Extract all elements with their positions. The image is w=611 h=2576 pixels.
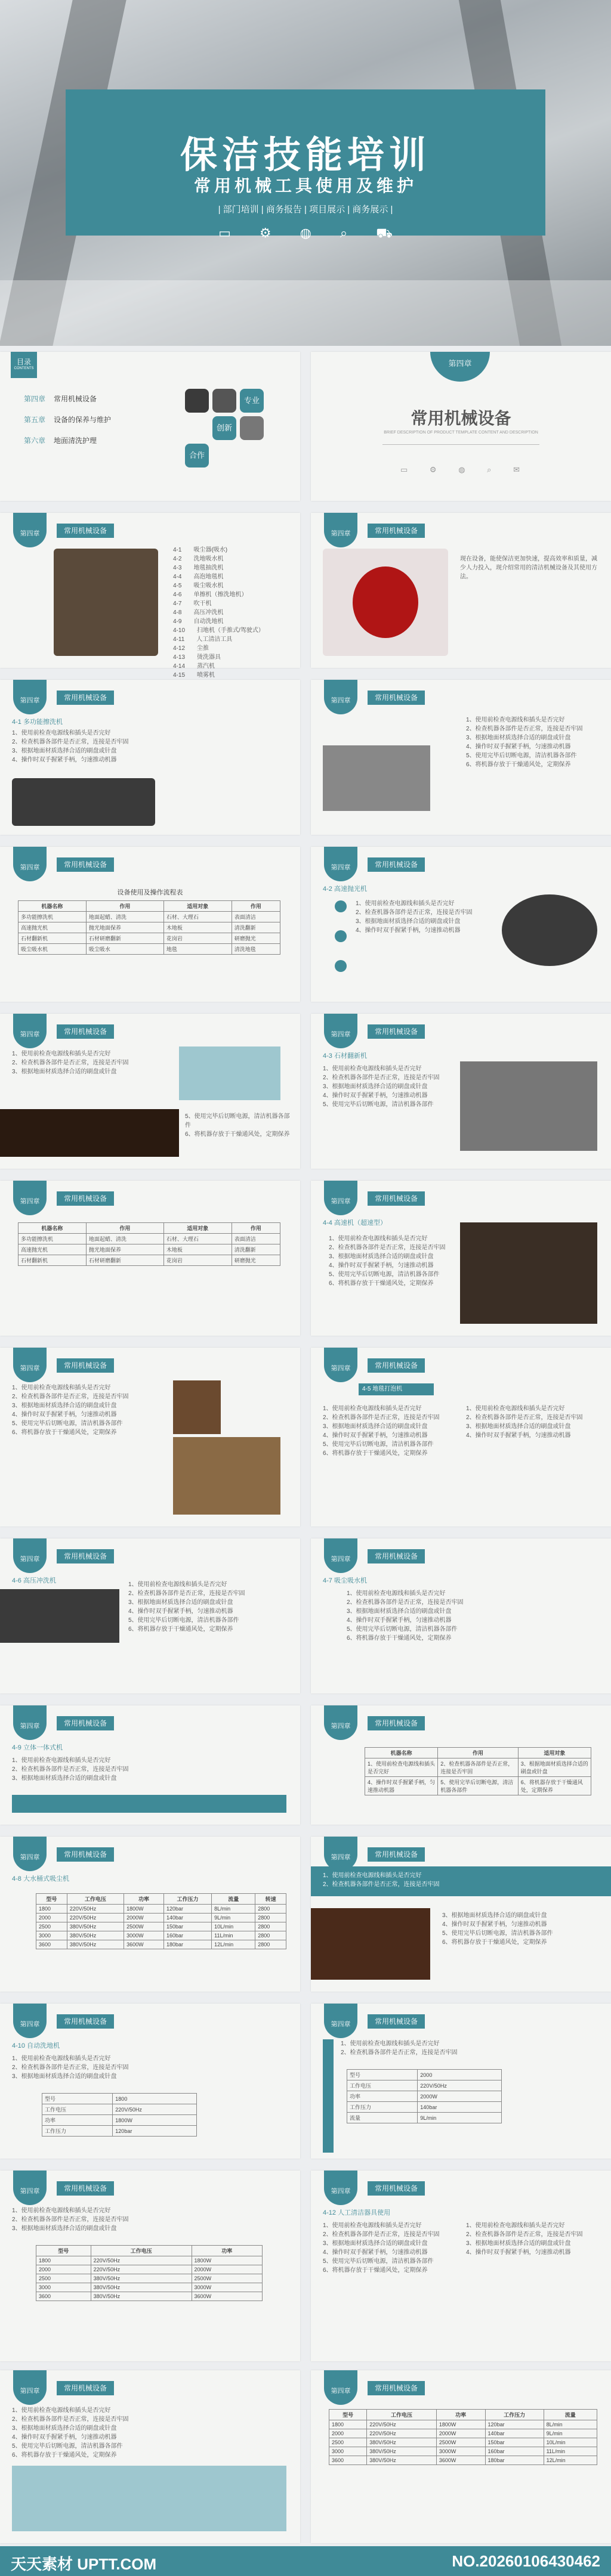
- machine-photo: [323, 745, 430, 811]
- slide-label: 常用机械设备: [368, 1549, 425, 1563]
- slide-section: [311, 1014, 611, 1169]
- toc-title: 目录: [16, 358, 31, 366]
- slide-label: 常用机械设备: [368, 524, 425, 538]
- table-row: 石材翻新机 石材研磨翻新 花岗岩 研磨抛光: [18, 933, 280, 944]
- steps-list: 3、根据地面材质选择合适的刷盘或针盘 4、操作时双手握紧手柄，匀速推动机器 5、使用完毕后切断电源，清洁机器各部件 6、将机器存放于干燥通风处，定期保养: [442, 1912, 553, 1946]
- slide-badge: 第四章: [13, 1181, 47, 1215]
- table-row: 多功能擦洗机 地面起蜡、清洗 石材、大理石 表面清洁: [18, 912, 280, 922]
- machine-photo: [0, 1589, 119, 1643]
- toc-tile: 合作: [185, 444, 209, 467]
- section-heading: 4-1 多功能擦洗机: [12, 719, 63, 726]
- slide-label: 常用机械设备: [368, 691, 425, 705]
- steps-list: 1、使用前检查电源线和插头是否完好 2、检查机器各部件是否正常，连接是否牢固 3、根据地面材质选择合适的刷盘或针盘 4、操作时双手握紧手柄，匀速推动机器: [466, 2222, 583, 2256]
- table-row: 3600 380V/50Hz 3600W 180bar 12L/min: [329, 2456, 597, 2465]
- table-row: 2500 380V/50Hz 2500W 150bar 10L/min: [329, 2438, 597, 2447]
- toc-badge: [11, 352, 37, 378]
- toc-subtitle: CONTENTS: [14, 367, 34, 370]
- steps-list: 1、使用前检查电源线和插头是否完好 2、检查机器各部件是否正常，连接是否牢固: [323, 1872, 440, 1888]
- slide-badge: 第四章: [324, 2370, 357, 2405]
- slide-section: [0, 1014, 300, 1169]
- steps-list: 1、使用前检查电源线和插头是否完好 2、检查机器各部件是否正常，连接是否牢固 3、根据地面材质选择合适的刷盘或针盘: [12, 1051, 129, 1075]
- section-heading: 4-10 自动洗地机: [12, 2042, 60, 2049]
- watermark-footer: [0, 2546, 611, 2576]
- cover-title-band: [66, 89, 545, 240]
- section-heading: 4-9 立体一体式机: [12, 1744, 63, 1751]
- table-row: 型号 2000: [347, 2070, 502, 2080]
- slide-label: 常用机械设备: [368, 1358, 425, 1373]
- slide-section: [311, 2171, 611, 2361]
- slide-section: [0, 2004, 300, 2159]
- steps-list: 1、使用前检查电源线和插头是否完好 2、检查机器各部件是否正常，连接是否牢固 3、根据地面材质选择合适的刷盘或针盘: [12, 2207, 129, 2232]
- table-row: 1800 220V/50Hz 1800W 120bar 8L/min: [329, 2420, 597, 2429]
- toc-photo: [185, 389, 209, 413]
- chapter-slide: [311, 352, 611, 501]
- table-row: 工作压力 120bar: [42, 2126, 197, 2137]
- toc-list: [24, 394, 173, 445]
- globe-icon: ◍: [458, 465, 465, 474]
- section-heading: 4-12 人工清洁器具使用: [323, 2209, 391, 2216]
- table-row: 4、操作时双手握紧手柄，匀速推动机器 5、使用完毕后切断电源，清洁机器各部件 6、将机器存放于干燥通风处，定期保养: [365, 1777, 591, 1795]
- side-band: [323, 2039, 334, 2153]
- section-heading: 4-2 高速抛光机: [323, 886, 367, 893]
- process-table: 机器名称 作用 适用对象 1、使用前检查电源线和插头是否完好 2、检查机器各部件是否正常，连接是否牢固 3、根据地面材质选择合适的刷盘或针盘 4、操作时双手握紧手柄，匀速推动机器 5、使用完毕后切断电源，清洁机器各部件 6、将机器存放于干燥通风处，定期保养: [365, 1747, 591, 1795]
- table-row: 高速抛光机 抛光地面保养 木地板 清洗翻新: [18, 1244, 280, 1255]
- table-row: 3000 380V/50Hz 3000W 160bar 11L/min 2800: [36, 1931, 286, 1940]
- steps-list: 1、使用前检查电源线和插头是否完好 2、检查机器各部件是否正常，连接是否牢固: [341, 2041, 458, 2056]
- table-row: 吸尘吸水机 吸尘吸水 地毯 清洗地毯: [18, 944, 280, 955]
- slide-section: [0, 1705, 300, 1825]
- slide-section: [311, 1348, 611, 1527]
- slide-badge: 第四章: [13, 2171, 47, 2205]
- lamp-photo: [460, 1222, 597, 1324]
- chapter-title: 常用机械设备: [411, 409, 511, 428]
- section-heading: 4-8 大水桶式吸尘机: [12, 1875, 69, 1883]
- slide-label: 常用机械设备: [57, 2381, 114, 2395]
- slide-section: [311, 1837, 611, 1992]
- process-table: [347, 2069, 502, 2123]
- chapter-badge: 第四章: [430, 352, 490, 382]
- table-row: 2500 380V/50Hz 2500W 150bar 10L/min 2800: [36, 1922, 286, 1931]
- table-row: 流量 9L/min: [347, 2113, 502, 2123]
- table-row: 工作电压 220V/50Hz: [42, 2104, 197, 2115]
- table-row: 3000 380V/50Hz 3000W: [36, 2283, 263, 2292]
- table-row: 工作压力 140bar: [347, 2102, 502, 2113]
- spec-table: 型号 工作电压 功率 工作压力 流量 1800 220V/50Hz 1800W 120bar 8L/min 2000 220V/50Hz 2000W 140bar 9L/min 2500 380V/50Hz 2500W 150bar 10L/min 3000 380V/50Hz 3000W 160bar 11L/min 3600 380V/50Hz 3600W 180bar 12L/min: [329, 2409, 597, 2465]
- slide-badge: 第四章: [13, 513, 47, 547]
- slide-section: [311, 1705, 611, 1825]
- slide-label: 常用机械设备: [57, 1549, 114, 1563]
- slide-spec: [311, 2370, 611, 2543]
- slide-section: [0, 2370, 300, 2543]
- cover-tags: | 部门培训 | 商务报告 | 项目展示 | 商务展示 |: [218, 205, 393, 215]
- slide-badge: 第四章: [324, 2004, 357, 2038]
- slide-badge: 第四章: [13, 1538, 47, 1573]
- table-row: 1、使用前检查电源线和插头是否完好 2、检查机器各部件是否正常，连接是否牢固 3、根据地面材质选择合适的刷盘或针盘: [365, 1758, 591, 1777]
- cover-title: 保洁技能培训: [180, 135, 431, 176]
- machine-photo: [460, 1061, 597, 1151]
- table-row: 1800 220V/50Hz 1800W 120bar 8L/min 2800: [36, 1905, 286, 1914]
- slide-label: 常用机械设备: [57, 524, 114, 538]
- monitor-icon: ▭: [218, 225, 231, 240]
- bullet-dot: [335, 960, 347, 972]
- table-row: 1800 220V/50Hz 1800W: [36, 2256, 263, 2265]
- slide-badge: 第四章: [324, 1348, 357, 1382]
- process-table: [42, 2093, 197, 2137]
- machine-photo: [12, 778, 155, 826]
- steps-list: 1、使用前检查电源线和插头是否完好 2、检查机器各部件是否正常，连接是否牢固 3、根据地面材质选择合适的刷盘或针盘 4、操作时双手握紧手柄，匀速推动机器 5、使用完毕后切断电源，清洁机器各部件 6、将机器存放于干燥通风处，定期保养: [128, 1581, 245, 1633]
- slide-label: 常用机械设备: [368, 1847, 425, 1862]
- slide-label: 常用机械设备: [368, 2014, 425, 2029]
- slide-table: [0, 1181, 300, 1336]
- slide-badge: 第四章: [324, 1538, 357, 1573]
- photo: [173, 1380, 221, 1434]
- slide-badge: 第四章: [13, 1837, 47, 1871]
- cover-subtitle: 常用机械工具使用及维护: [193, 177, 417, 195]
- corridor-photo: [54, 549, 158, 656]
- table-row: 石材翻新机 石材研磨翻新 花岗岩 研磨抛光: [18, 1255, 280, 1266]
- gear-icon: ⚙: [259, 225, 271, 240]
- slide-label: 常用机械设备: [57, 691, 114, 705]
- slide-badge: 第四章: [324, 1181, 357, 1215]
- info-block: [179, 1046, 280, 1100]
- equipment-list: 4-1 吸尘器(吸水) 4-2 洗地吸水机 4-3 地毯抽洗机 4-4 高泡地毯机 4-5 吸尘吸水机 4-6 单擦机（擦洗地机） 4-7 吹干机 4-8 高压冲洗机 4-9 自动洗地机 4-10 扫地机（手推式/驾驶式） 4-11 人工清洁工具 4-12 尘推 4-13 烫洗器具 4-14 蒸汽机 4-15 喷雾机: [173, 547, 264, 679]
- slide-badge: 第四章: [324, 847, 357, 881]
- slide-section: [0, 1538, 300, 1693]
- slide-label: 常用机械设备: [57, 2181, 114, 2196]
- gear-icon: ⚙: [429, 465, 437, 474]
- slide-badge: 第四章: [13, 2370, 47, 2405]
- slide-section: [311, 1181, 611, 1336]
- footer-left: 天天素材 UPTT.COM: [11, 2555, 157, 2573]
- table-row: 多功能擦洗机 地面起蜡、清洗 石材、大理石 表面清洁: [18, 1234, 280, 1244]
- machine-photo: [311, 1908, 430, 1980]
- slide-label: 常用机械设备: [368, 1024, 425, 1039]
- steps-list: 5、使用完毕后切断电源，清洁机器各部件 6、将机器存放于干燥通风处，定期保养: [185, 1113, 290, 1138]
- slide-label: 常用机械设备: [368, 1191, 425, 1206]
- slide-label: 常用机械设备: [57, 1847, 114, 1862]
- slide-badge: 第四章: [13, 847, 47, 881]
- slide-spec: [0, 1837, 300, 1992]
- toc-tile: 专业: [240, 389, 264, 413]
- search-icon: ⌕: [340, 225, 348, 240]
- spec-table: 型号 工作电压 功率 工作压力 流量 转速 1800 220V/50Hz 1800W 120bar 8L/min 2800 2000 220V/50Hz 2000W 140bar 9L/min 2800 2500 380V/50Hz 2500W 150bar 10L/min 2800 3000 380V/50Hz 3000W 160bar 11L/min 2800 3600 380V/50Hz 3600W 180bar 12L/min 2800: [36, 1893, 286, 1949]
- slide-table: [0, 847, 300, 1002]
- steps-list: 1、使用前检查电源线和插头是否完好 2、检查机器各部件是否正常，连接是否牢固 3、根据地面材质选择合适的刷盘或针盘 4、操作时双手握紧手柄，匀速推动机器 5、使用完毕后切断电源，清洁机器各部件 6、将机器存放于干燥通风处，定期保养: [323, 1405, 440, 1457]
- steps-list: 1、使用前检查电源线和插头是否完好 2、检查机器各部件是否正常，连接是否牢固 3、根据地面材质选择合适的刷盘或针盘 4、操作时双手握紧手柄，匀速推动机器: [12, 730, 129, 763]
- slide-label: 常用机械设备: [368, 1716, 425, 1730]
- steps-list: 1、使用前检查电源线和插头是否完好 2、检查机器各部件是否正常，连接是否牢固 3、根据地面材质选择合适的刷盘或针盘 4、操作时双手握紧手柄，匀速推动机器: [466, 1405, 583, 1439]
- table-row: 工作电压 220V/50Hz: [347, 2080, 502, 2091]
- bullet-dot: [335, 900, 347, 912]
- intro-text: 现在设备，能使保洁更加快速，提高效率和质量，减少人力投入，现介绍常用的清洁机械设备及其使用方法。: [460, 556, 597, 580]
- slide-label: 常用机械设备: [57, 1024, 114, 1039]
- slide-badge: 第四章: [13, 1348, 47, 1382]
- divider: [382, 444, 539, 445]
- table-row: 3000 380V/50Hz 3000W 160bar 11L/min: [329, 2447, 597, 2456]
- slide-section: [0, 2171, 300, 2361]
- toc-item[interactable]: 第五章 设备的保养与维护: [24, 416, 112, 424]
- toc-item[interactable]: 第四章 常用机械设备: [24, 395, 97, 403]
- section-heading: 4-5 地毯打泡机: [359, 1383, 434, 1395]
- toc-item[interactable]: 第六章 地面清洗护理: [24, 436, 97, 445]
- photo: [173, 1437, 280, 1515]
- slide-list: [0, 513, 300, 679]
- slide-label: 常用机械设备: [57, 857, 114, 872]
- footer-right: NO.20260106430462: [452, 2552, 600, 2570]
- chat-icon: ✉: [513, 465, 520, 474]
- machine-photo: [502, 894, 597, 966]
- slide-label: 常用机械设备: [57, 1716, 114, 1730]
- slide-section: [0, 1348, 300, 1527]
- table-row: 2000 220V/50Hz 2000W 140bar 9L/min 2800: [36, 1914, 286, 1922]
- monitor-icon: ▭: [400, 465, 408, 474]
- steps-list: 1、使用前检查电源线和插头是否完好 2、检查机器各部件是否正常，连接是否牢固 3、根据地面材质选择合适的刷盘或针盘 4、操作时双手握紧手柄，匀速推动机器 5、使用完毕后切断电源，清洁机器各部件 6、将机器存放于干燥通风处，定期保养: [347, 1590, 464, 1642]
- table-row: 3600 380V/50Hz 3600W: [36, 2292, 263, 2301]
- table-row: 2000 220V/50Hz 2000W: [36, 2265, 263, 2274]
- steps-list: 1、使用前检查电源线和插头是否完好 2、检查机器各部件是否正常，连接是否牢固 3、根据地面材质选择合适的刷盘或针盘: [12, 2055, 129, 2080]
- slide-section: [311, 2004, 611, 2159]
- steps-list: 1、使用前检查电源线和插头是否完好 2、检查机器各部件是否正常，连接是否牢固 3、根据地面材质选择合适的刷盘或针盘 4、操作时双手握紧手柄，匀速推动机器 5、使用完毕后切断电源，清洁机器各部件 6、将机器存放于干燥通风处，定期保养: [323, 2222, 440, 2274]
- slide-section: [311, 680, 611, 835]
- slide-label: 常用机械设备: [57, 1191, 114, 1206]
- slide-label: 常用机械设备: [57, 1358, 114, 1373]
- section-heading: 4-7 吸尘吸水机: [323, 1577, 367, 1584]
- slide-badge: 第四章: [13, 1014, 47, 1048]
- truck-icon: ⛟: [376, 225, 393, 240]
- steps-list: 1、使用前检查电源线和插头是否完好 2、检查机器各部件是否正常，连接是否牢固 3、根据地面材质选择合适的刷盘或针盘: [12, 1757, 129, 1782]
- slide-badge: 第四章: [324, 1837, 357, 1871]
- toc-slide: [0, 352, 300, 501]
- process-table: 机器名称 作用 适用对象 作用 多功能擦洗机 地面起蜡、清洗 石材、大理石 表面清洁 高速抛光机 抛光地面保养 木地板 清洗翻新 石材翻新机 石材研磨翻新 花岗岩 研磨抛光 吸尘吸水机 吸尘吸水 地毯 清洗地毯: [18, 900, 280, 955]
- spark-photo: [0, 1109, 179, 1157]
- table-title: 设备使用及操作流程表: [117, 889, 183, 896]
- steps-list: 1、使用前检查电源线和插头是否完好 2、检查机器各部件是否正常，连接是否牢固 3、根据地面材质选择合适的刷盘或针盘 4、操作时双手握紧手柄，匀速推动机器 5、使用完毕后切断电源，清洁机器各部件 6、将机器存放于干燥通风处，定期保养: [466, 717, 583, 768]
- section-heading: 4-3 石材翻新机: [323, 1052, 367, 1060]
- table-row: 3600 380V/50Hz 3600W 180bar 12L/min 2800: [36, 1940, 286, 1949]
- table-row: 功率 1800W: [42, 2115, 197, 2126]
- slide-badge: 第四章: [324, 1705, 357, 1740]
- steps-list: 1、使用前检查电源线和插头是否完好 2、检查机器各部件是否正常，连接是否牢固 3、根据地面材质选择合适的刷盘或针盘 4、操作时双手握紧手柄，匀速推动机器: [356, 900, 473, 934]
- steps-list: 1、使用前检查电源线和插头是否完好 2、检查机器各部件是否正常，连接是否牢固 3、根据地面材质选择合适的刷盘或针盘 4、操作时双手握紧手柄，匀速推动机器 5、使用完毕后切断电源，清洁机器各部件 6、将机器存放于干燥通风处，定期保养: [329, 1236, 446, 1287]
- slide-badge: 第四章: [324, 513, 357, 547]
- table-row: 高速抛光机 抛光地面保养 木地板 清洗翻新: [18, 922, 280, 933]
- slide-label: 常用机械设备: [368, 2181, 425, 2196]
- steps-list: 1、使用前检查电源线和插头是否完好 2、检查机器各部件是否正常，连接是否牢固 3、根据地面材质选择合适的刷盘或针盘 4、操作时双手握紧手柄，匀速推动机器 5、使用完毕后切断电源，清洁机器各部件 6、将机器存放于干燥通风处，定期保养: [12, 2407, 129, 2459]
- section-heading: 4-6 高压冲洗机: [12, 1577, 56, 1584]
- table-row: 2500 380V/50Hz 2500W: [36, 2274, 263, 2283]
- spec-table: 型号 工作电压 功率 1800 220V/50Hz 1800W 2000 220V/50Hz 2000W 2500 380V/50Hz 2500W 3000 380V/50Hz 3000W 3600 380V/50Hz 3600W: [36, 2245, 263, 2301]
- toc-tile: 创新: [212, 416, 236, 440]
- info-band: [12, 1795, 286, 1813]
- slide-badge: 第四章: [13, 2004, 47, 2038]
- slide-intro: [311, 513, 611, 668]
- table-row: 型号 1800: [42, 2094, 197, 2104]
- slide-badge: 第四章: [13, 1705, 47, 1740]
- process-table: 机器名称 作用 适用对象 作用 多功能擦洗机 地面起蜡、清洗 石材、大理石 表面清洁 高速抛光机 抛光地面保养 木地板 清洗翻新 石材翻新机 石材研磨翻新 花岗岩 研磨抛光: [18, 1222, 280, 1266]
- slide-badge: 第四章: [13, 680, 47, 714]
- slide-badge: 第四章: [324, 1014, 357, 1048]
- slide-label: 常用机械设备: [368, 857, 425, 872]
- section-heading: 4-4 高速机（超速型）: [323, 1219, 387, 1227]
- slide-label: 常用机械设备: [368, 2381, 425, 2395]
- cover-icon-row: [66, 225, 545, 243]
- slide-section: [0, 680, 300, 835]
- cover-slide: [0, 0, 611, 346]
- chapter-en: BRIEF DESCRIPTION OF PRODUCT TEMPLATE CONTENT AND DESCRIPTION: [384, 431, 538, 435]
- toc-photo: [240, 416, 264, 440]
- vacuum-photo: [323, 549, 448, 656]
- slide-section: [311, 1538, 611, 1693]
- slide-badge: 第四章: [324, 680, 357, 714]
- chapter-icon-row: [400, 465, 520, 475]
- toc-photo: [212, 389, 236, 413]
- globe-icon: ◍: [300, 225, 311, 240]
- info-block: [12, 2466, 286, 2531]
- slide-badge: 第四章: [324, 2171, 357, 2205]
- steps-list: 1、使用前检查电源线和插头是否完好 2、检查机器各部件是否正常，连接是否牢固 3、根据地面材质选择合适的刷盘或针盘 4、操作时双手握紧手柄，匀速推动机器 5、使用完毕后切断电源，清洁机器各部件 6、将机器存放于干燥通风处，定期保养: [12, 1385, 129, 1436]
- slide-section: [311, 847, 611, 1002]
- table-row: 功率 2000W: [347, 2091, 502, 2102]
- steps-list: 1、使用前检查电源线和插头是否完好 2、检查机器各部件是否正常，连接是否牢固 3、根据地面材质选择合适的刷盘或针盘 4、操作时双手握紧手柄，匀速推动机器 5、使用完毕后切断电源，清洁机器各部件: [323, 1066, 440, 1108]
- search-icon: ⌕: [487, 465, 492, 474]
- bullet-dot: [335, 930, 347, 942]
- slide-label: 常用机械设备: [57, 2014, 114, 2029]
- table-row: 2000 220V/50Hz 2000W 140bar 9L/min: [329, 2429, 597, 2438]
